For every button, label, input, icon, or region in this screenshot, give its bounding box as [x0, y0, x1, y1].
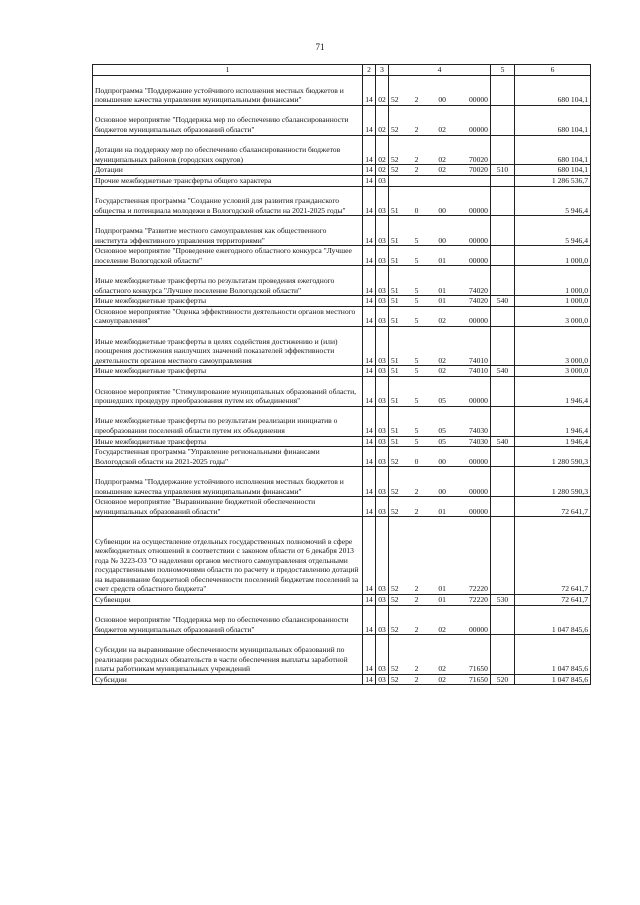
table-row [93, 186, 591, 216]
row-expense-type [491, 306, 515, 326]
target-article-part-a2: 2 [414, 95, 419, 105]
row-expense-type [491, 76, 515, 106]
row-amount: 680 104,1 [515, 135, 591, 165]
target-article-part-a1: 51 [391, 205, 399, 215]
row-name-cell: Государственная программа "Создание условий для развития гражданского общества и потенциала молодежи в Вологодской области на 2021-2025 годы" [93, 186, 363, 216]
row-name-cell: Иные межбюджетные трансферты по результатам реализации инициатив о преобразовании поселений области путем их объединения [93, 406, 363, 436]
target-article-part-a1: 52 [391, 674, 399, 684]
target-article-code [391, 236, 488, 246]
row-name-cell: Подпрограмма "Поддержание устойчивого исполнения местных бюджетов и повышение качества управления муниципальными финансами" [93, 467, 363, 497]
target-article-part-a1: 51 [391, 235, 399, 245]
row-expense-type [491, 326, 515, 365]
row-target-article-cell [389, 635, 491, 674]
target-article-part-a2: 2 [414, 125, 419, 134]
target-article-part-a2: 5 [414, 425, 419, 435]
target-article-part-a4: 00000 [468, 255, 488, 265]
table-row [93, 436, 591, 447]
row-code-section: 14 [363, 296, 376, 307]
row-name-cell: Иные межбюджетные трансферты в целях содействия достижению и (или) поощрения достижения наилучших значений показателей эффективности деятельности органов местного самоуправления [93, 326, 363, 365]
table-row [93, 165, 591, 176]
row-name-cell: Основное мероприятие "Проведение ежегодного областного конкурса "Лучшее поселение Вологодской области" [93, 246, 363, 266]
row-code-subsection: 03 [376, 266, 389, 296]
row-code-section: 14 [363, 76, 376, 106]
row-code-section: 14 [363, 595, 376, 606]
table-row [93, 306, 591, 326]
row-code-section: 14 [363, 175, 376, 186]
row-target-article-cell [389, 186, 491, 216]
target-article-part-a4: 74010 [468, 355, 488, 365]
row-amount: 1 280 590,3 [515, 447, 591, 467]
row-target-article-cell [389, 246, 491, 266]
row-expense-type: 540 [491, 366, 515, 377]
row-code-subsection: 03 [376, 605, 389, 635]
row-target-article-cell [389, 296, 491, 307]
target-article-part-a1: 52 [391, 154, 399, 164]
row-code-subsection: 03 [376, 306, 389, 326]
row-amount: 5 946,4 [515, 216, 591, 246]
target-article-part-a4: 00000 [468, 235, 488, 245]
row-code-section: 14 [363, 246, 376, 266]
row-amount: 680 104,1 [515, 105, 591, 135]
target-article-part-a4: 00000 [468, 396, 488, 406]
target-article-part-a2: 5 [414, 285, 419, 295]
target-article-part-a1: 51 [391, 436, 399, 446]
table-row [93, 467, 591, 497]
target-article-part-a4: 74030 [468, 425, 488, 435]
row-expense-type: 520 [491, 674, 515, 685]
row-expense-type [491, 517, 515, 595]
row-code-subsection: 02 [376, 135, 389, 165]
column-header-1: 1 [93, 65, 363, 76]
target-article-part-a3: 02 [438, 624, 446, 634]
column-header-3: 3 [376, 65, 389, 76]
row-code-subsection: 02 [376, 105, 389, 135]
row-expense-type [491, 635, 515, 674]
target-article-part-a4: 70020 [468, 165, 488, 175]
target-article-part-a4: 72220 [468, 595, 488, 605]
target-article-part-a1: 51 [391, 425, 399, 435]
target-article-code [391, 584, 488, 594]
target-article-part-a2: 2 [414, 506, 419, 516]
target-article-code [391, 316, 488, 326]
row-expense-type [491, 175, 515, 186]
row-name-cell: Основное мероприятие "Выравнивание бюджетной обеспеченности муниципальных образований области" [93, 497, 363, 517]
target-article-part-a1: 51 [391, 366, 399, 376]
row-code-section: 14 [363, 366, 376, 377]
target-article-code [391, 507, 488, 517]
column-header-4: 4 [389, 65, 491, 76]
table-header-row [93, 65, 591, 76]
target-article-part-a3: 01 [438, 595, 446, 605]
row-target-article-cell [389, 406, 491, 436]
row-target-article-cell [389, 175, 491, 186]
target-article-part-a2: 5 [414, 316, 419, 326]
row-target-article-cell [389, 326, 491, 365]
table-row [93, 266, 591, 296]
target-article-part-a4: 74010 [468, 366, 488, 376]
table-row [93, 635, 591, 674]
page-number: 71 [315, 42, 325, 52]
target-article-code [391, 366, 488, 376]
target-article-part-a2: 5 [414, 355, 419, 365]
row-amount: 1 946,4 [515, 406, 591, 436]
row-amount: 1 047 845,6 [515, 605, 591, 635]
row-amount: 5 946,4 [515, 186, 591, 216]
row-target-article-cell [389, 306, 491, 326]
row-name-cell: Субвенции на осуществление отдельных государственных полномочий в сфере межбюджетных отношений в соответствии с законом области от 6 декабря 2013 года № 3223-ОЗ "О наделении органов местного самоуправления отдельными государственными полномочиями области по расчету и предоставлению дотаций на выравнивание бюджетной обеспеченности поселений бюджетам поселений за счет средств областного бюджета" [93, 517, 363, 595]
budget-table-body [93, 65, 591, 685]
target-article-code [391, 595, 488, 605]
target-article-part-a1: 51 [391, 285, 399, 295]
row-code-subsection: 03 [376, 447, 389, 467]
row-expense-type: 530 [491, 595, 515, 606]
target-article-part-a4: 00000 [468, 95, 488, 105]
target-article-part-a1: 51 [391, 255, 399, 265]
column-header-6: 6 [515, 65, 591, 76]
target-article-part-a4: 74020 [468, 296, 488, 306]
row-target-article-cell [389, 447, 491, 467]
row-code-section: 14 [363, 674, 376, 685]
target-article-code [391, 487, 488, 497]
row-amount: 1 000,0 [515, 296, 591, 307]
target-article-part-a3: 00 [438, 456, 446, 466]
target-article-part-a2: 0 [414, 456, 419, 466]
target-article-part-a2: 5 [414, 255, 419, 265]
row-code-section: 14 [363, 517, 376, 595]
row-amount: 1 000,0 [515, 246, 591, 266]
table-row [93, 376, 591, 406]
target-article-part-a2: 5 [414, 296, 419, 306]
table-row [93, 216, 591, 246]
row-code-subsection: 03 [376, 674, 389, 685]
row-target-article-cell [389, 674, 491, 685]
row-code-section: 14 [363, 306, 376, 326]
target-article-part-a2: 5 [414, 366, 419, 376]
target-article-part-a3: 02 [438, 165, 446, 175]
target-article-part-a2: 2 [414, 624, 419, 634]
table-row [93, 246, 591, 266]
row-expense-type: 540 [491, 436, 515, 447]
row-target-article-cell [389, 105, 491, 135]
row-code-subsection: 03 [376, 406, 389, 436]
row-name-cell: Основное мероприятие "Оценка эффективности деятельности органов местного самоуправления" [93, 306, 363, 326]
row-code-section: 14 [363, 266, 376, 296]
target-article-part-a4: 72220 [468, 584, 488, 594]
row-target-article-cell [389, 497, 491, 517]
target-article-part-a1: 52 [391, 595, 399, 605]
target-article-part-a2: 0 [414, 205, 419, 215]
row-code-section: 14 [363, 216, 376, 246]
row-code-subsection: 03 [376, 467, 389, 497]
target-article-part-a3: 00 [438, 235, 446, 245]
table-row [93, 497, 591, 517]
row-target-article-cell [389, 595, 491, 606]
row-code-subsection: 03 [376, 497, 389, 517]
row-expense-type [491, 406, 515, 436]
target-article-part-a4: 00000 [468, 125, 488, 134]
column-header-5: 5 [491, 65, 515, 76]
row-code-section: 14 [363, 406, 376, 436]
target-article-part-a3: 02 [438, 355, 446, 365]
row-code-section: 14 [363, 447, 376, 467]
target-article-code [391, 206, 488, 216]
target-article-part-a2: 5 [414, 396, 419, 406]
target-article-part-a2: 2 [414, 486, 419, 496]
target-article-part-a4: 71650 [468, 674, 488, 684]
row-name-cell: Субвенции [93, 595, 363, 606]
target-article-part-a3: 02 [438, 125, 446, 134]
row-name-cell: Субсидии на выравнивание обеспеченности муниципальных образований по реализации расходных обязательств в части обеспечения выплаты заработной платы работникам муниципальных учреждений [93, 635, 363, 674]
target-article-part-a1: 52 [391, 95, 399, 105]
target-article-part-a1: 52 [391, 125, 399, 134]
table-row [93, 135, 591, 165]
row-code-section: 14 [363, 467, 376, 497]
row-name-cell: Субсидии [93, 674, 363, 685]
row-code-section: 14 [363, 135, 376, 165]
target-article-part-a4: 00000 [468, 456, 488, 466]
row-expense-type: 540 [491, 296, 515, 307]
row-name-cell: Иные межбюджетные трансферты по результатам проведения ежегодного областного конкурса "Лучшее поселение Вологодской области" [93, 266, 363, 296]
row-target-article-cell [389, 467, 491, 497]
row-name-cell: Иные межбюджетные трансферты [93, 436, 363, 447]
target-article-part-a3: 05 [438, 396, 446, 406]
target-article-code [391, 296, 488, 306]
target-article-part-a3: 00 [438, 486, 446, 496]
target-article-part-a1: 52 [391, 456, 399, 466]
target-article-code [391, 437, 488, 447]
target-article-code [391, 664, 488, 674]
row-name-cell: Подпрограмма "Поддержание устойчивого исполнения местных бюджетов и повышение качества управления муниципальными финансами" [93, 76, 363, 106]
row-code-subsection: 03 [376, 635, 389, 674]
row-expense-type [491, 186, 515, 216]
table-row [93, 674, 591, 685]
target-article-part-a3: 01 [438, 255, 446, 265]
budget-table [92, 64, 591, 685]
target-article-part-a1: 51 [391, 316, 399, 326]
row-code-subsection: 03 [376, 366, 389, 377]
target-article-part-a3: 00 [438, 95, 446, 105]
target-article-part-a1: 52 [391, 486, 399, 496]
row-code-section: 14 [363, 326, 376, 365]
target-article-part-a2: 2 [414, 165, 419, 175]
row-target-article-cell [389, 165, 491, 176]
target-article-part-a3: 00 [438, 205, 446, 215]
table-row [93, 447, 591, 467]
target-article-code [391, 426, 488, 436]
row-code-subsection: 03 [376, 246, 389, 266]
row-expense-type [491, 376, 515, 406]
row-code-section: 14 [363, 436, 376, 447]
row-name-cell: Основное мероприятие "Поддержка мер по обеспечению сбалансированности бюджетов муниципальных образований области" [93, 105, 363, 135]
row-code-section: 14 [363, 105, 376, 135]
target-article-part-a1: 52 [391, 584, 399, 594]
target-article-part-a1: 51 [391, 396, 399, 406]
row-code-section: 14 [363, 497, 376, 517]
row-code-subsection: 03 [376, 326, 389, 365]
target-article-part-a3: 02 [438, 674, 446, 684]
target-article-part-a4: 00000 [468, 624, 488, 634]
target-article-part-a4: 00000 [468, 205, 488, 215]
row-expense-type [491, 605, 515, 635]
target-article-part-a4: 00000 [468, 506, 488, 516]
row-target-article-cell [389, 376, 491, 406]
row-code-subsection: 03 [376, 296, 389, 307]
target-article-part-a1: 51 [391, 296, 399, 306]
row-target-article-cell [389, 436, 491, 447]
target-article-part-a1: 51 [391, 355, 399, 365]
target-article-part-a2: 2 [414, 664, 419, 674]
target-article-part-a1: 52 [391, 506, 399, 516]
row-code-subsection: 03 [376, 186, 389, 216]
row-code-subsection: 02 [376, 165, 389, 176]
row-target-article-cell [389, 517, 491, 595]
row-amount: 680 104,1 [515, 76, 591, 106]
target-article-part-a1: 52 [391, 664, 399, 674]
target-article-part-a4: 74020 [468, 285, 488, 295]
table-row [93, 175, 591, 186]
target-article-part-a2: 2 [414, 674, 419, 684]
row-code-subsection: 03 [376, 175, 389, 186]
target-article-code [391, 396, 488, 406]
table-row [93, 296, 591, 307]
target-article-part-a1: 52 [391, 624, 399, 634]
row-code-subsection: 03 [376, 216, 389, 246]
row-name-cell: Государственная программа "Управление региональными финансами Вологодской области на 2021-2025 годы" [93, 447, 363, 467]
row-name-cell: Иные межбюджетные трансферты [93, 296, 363, 307]
row-name-cell: Прочие межбюджетные трансферты общего характера [93, 175, 363, 186]
target-article-part-a3: 02 [438, 316, 446, 326]
target-article-part-a3: 02 [438, 664, 446, 674]
target-article-code [391, 457, 488, 467]
table-row [93, 595, 591, 606]
table-row [93, 605, 591, 635]
table-row [93, 517, 591, 595]
row-amount: 1 280 590,3 [515, 467, 591, 497]
row-name-cell: Подпрограмма "Развитие местного самоуправления как общественного института эффективного управления территориями" [93, 216, 363, 246]
row-code-subsection: 03 [376, 436, 389, 447]
row-code-section: 14 [363, 605, 376, 635]
target-article-part-a4: 00000 [468, 486, 488, 496]
row-code-subsection: 02 [376, 76, 389, 106]
row-name-cell: Дотации на поддержку мер по обеспечению сбалансированности бюджетов муниципальных районов (городских округов) [93, 135, 363, 165]
row-amount: 1 946,4 [515, 436, 591, 447]
row-amount: 3 000,0 [515, 366, 591, 377]
row-amount: 72 641,7 [515, 517, 591, 595]
target-article-code [391, 125, 488, 135]
row-code-subsection: 03 [376, 517, 389, 595]
row-code-section: 14 [363, 635, 376, 674]
row-expense-type [491, 216, 515, 246]
target-article-part-a3: 01 [438, 296, 446, 306]
row-target-article-cell [389, 605, 491, 635]
row-expense-type [491, 497, 515, 517]
row-target-article-cell [389, 76, 491, 106]
target-article-part-a3: 05 [438, 436, 446, 446]
row-name-cell: Основное мероприятие "Поддержка мер по обеспечению сбалансированности бюджетов муниципальных образований области" [93, 605, 363, 635]
row-target-article-cell [389, 135, 491, 165]
row-name-cell: Основное мероприятие "Стимулирование муниципальных образований области, прошедших процедуру преобразования путем их объединения" [93, 376, 363, 406]
target-article-part-a2: 2 [414, 154, 419, 164]
row-expense-type [491, 135, 515, 165]
row-amount: 72 641,7 [515, 595, 591, 606]
target-article-part-a4: 00000 [468, 316, 488, 326]
target-article-code [391, 625, 488, 635]
table-row [93, 406, 591, 436]
row-expense-type: 510 [491, 165, 515, 176]
table-row [93, 366, 591, 377]
table-row [93, 326, 591, 365]
row-amount: 3 000,0 [515, 326, 591, 365]
target-article-code [391, 95, 488, 105]
row-code-subsection: 03 [376, 376, 389, 406]
target-article-part-a3: 02 [438, 154, 446, 164]
row-expense-type [491, 447, 515, 467]
row-name-cell: Иные межбюджетные трансферты [93, 366, 363, 377]
row-code-section: 14 [363, 165, 376, 176]
target-article-part-a4: 71650 [468, 664, 488, 674]
target-article-part-a3: 05 [438, 425, 446, 435]
target-article-code [391, 286, 488, 296]
target-article-code [391, 155, 488, 165]
row-expense-type [491, 266, 515, 296]
row-target-article-cell [389, 366, 491, 377]
target-article-part-a1: 52 [391, 165, 399, 175]
row-code-section: 14 [363, 186, 376, 216]
target-article-part-a2: 2 [414, 584, 419, 594]
target-article-code [391, 356, 488, 366]
target-article-part-a2: 2 [414, 595, 419, 605]
column-header-2: 2 [363, 65, 376, 76]
row-amount: 1 047 845,6 [515, 635, 591, 674]
target-article-part-a4: 74030 [468, 436, 488, 446]
row-expense-type [491, 105, 515, 135]
target-article-part-a3: 01 [438, 506, 446, 516]
target-article-part-a2: 5 [414, 436, 419, 446]
table-row [93, 105, 591, 135]
row-amount: 1 946,4 [515, 376, 591, 406]
row-name-cell: Дотации [93, 165, 363, 176]
row-target-article-cell [389, 216, 491, 246]
target-article-code [391, 256, 488, 266]
target-article-code [391, 675, 488, 685]
target-article-part-a2: 5 [414, 235, 419, 245]
row-amount: 1 000,0 [515, 266, 591, 296]
target-article-part-a3: 01 [438, 285, 446, 295]
target-article-code [391, 165, 488, 175]
row-code-section: 14 [363, 376, 376, 406]
row-target-article-cell [389, 266, 491, 296]
row-amount: 1 286 536,7 [515, 175, 591, 186]
row-amount: 680 104,1 [515, 165, 591, 176]
row-expense-type [491, 467, 515, 497]
row-expense-type [491, 246, 515, 266]
target-article-part-a3: 02 [438, 366, 446, 376]
row-amount: 3 000,0 [515, 306, 591, 326]
target-article-part-a3: 01 [438, 584, 446, 594]
row-code-subsection: 03 [376, 595, 389, 606]
row-amount: 1 047 845,6 [515, 674, 591, 685]
table-row [93, 76, 591, 106]
row-amount: 72 641,7 [515, 497, 591, 517]
target-article-part-a4: 70020 [468, 154, 488, 164]
